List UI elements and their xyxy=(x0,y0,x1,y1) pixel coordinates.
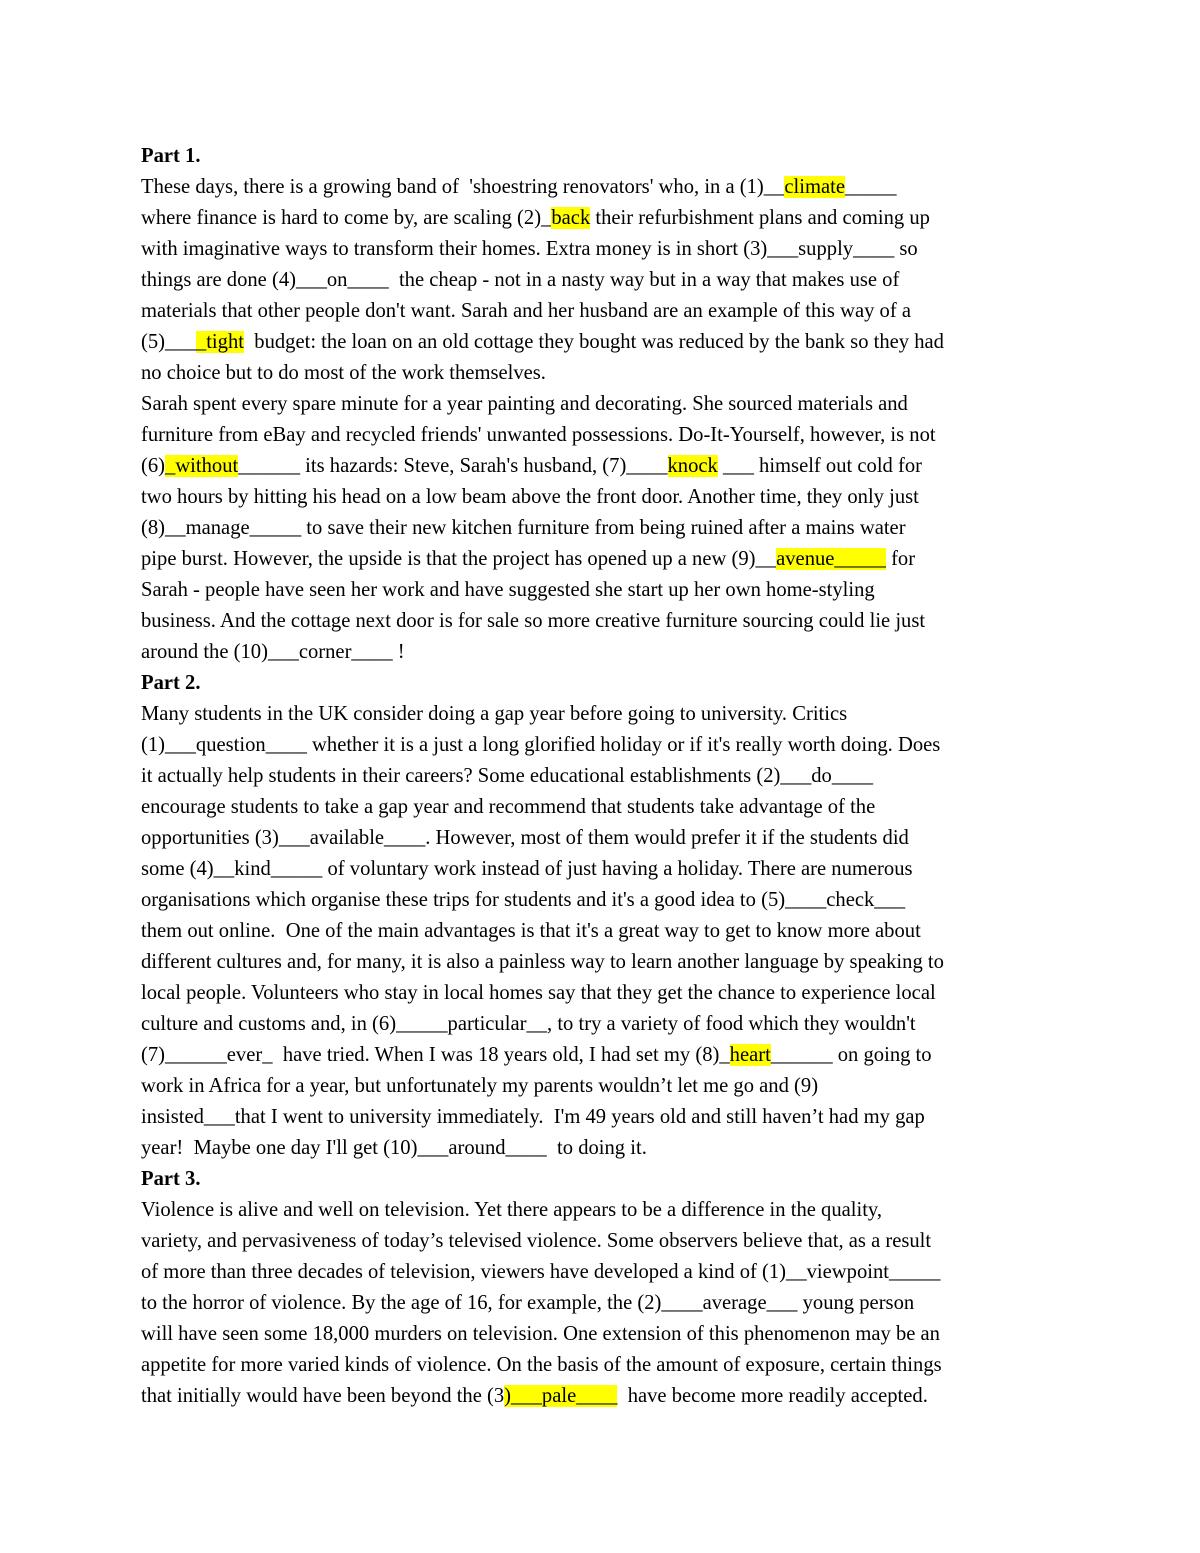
text-run: (5)___ xyxy=(141,331,196,353)
part1-line: two hours by hitting his head on a low beam above the front door. Another time, they only just xyxy=(141,486,919,508)
text-run: where finance is hard to come by, are scaling (2)_ xyxy=(141,207,552,229)
text-run: ___ himself out cold for xyxy=(717,455,923,477)
part1-heading: Part 1. xyxy=(141,145,201,167)
part2-line xyxy=(141,1040,1071,1071)
part2-line: (1)___question____ whether it is a just a long glorified holiday or if it's really worth doing. Does xyxy=(141,734,941,756)
text-run: _____ xyxy=(845,176,897,198)
part1-line: (8)__manage_____ to save their new kitchen furniture from being ruined after a mains water xyxy=(141,517,906,539)
part2-line: some (4)__kind_____ of voluntary work instead of just having a holiday. There are numerous xyxy=(141,858,913,880)
part3-heading: Part 3. xyxy=(141,1168,201,1190)
part2-line: insisted___that I went to university immediately. I'm 49 years old and still haven’t had my gap xyxy=(141,1106,925,1128)
part1-line: around the (10)___corner____ ! xyxy=(141,641,405,663)
part3-line: appetite for more varied kinds of violence. On the basis of the amount of exposure, certain things xyxy=(141,1354,942,1376)
part2-line: opportunities (3)___available____. However, most of them would prefer it if the students did xyxy=(141,827,909,849)
text-run: These days, there is a growing band of 'shoestring renovators' who, in a (1)__ xyxy=(141,176,785,198)
part1-line: Sarah spent every spare minute for a year painting and decorating. She sourced materials and xyxy=(141,393,908,415)
answer-highlight: )___pale____ xyxy=(504,1385,618,1407)
part1-line: things are done (4)___on____ the cheap - not in a nasty way but in a way that makes use of xyxy=(141,269,900,291)
document-page xyxy=(141,141,1071,1412)
part1-line: furniture from eBay and recycled friends' unwanted possessions. Do-It-Yourself, however, is not xyxy=(141,424,936,446)
text-run: ______ its hazards: Steve, Sarah's husband, (7)____ xyxy=(238,455,668,477)
text-run: for xyxy=(885,548,916,570)
part3-line: will have seen some 18,000 murders on television. One extension of this phenomenon may be an xyxy=(141,1323,940,1345)
part1-line xyxy=(141,203,1071,234)
text-run: their refurbishment plans and coming up xyxy=(590,207,930,229)
part1-line: with imaginative ways to transform their homes. Extra money is in short (3)___supply____ so xyxy=(141,238,918,260)
part1-line xyxy=(141,451,1071,482)
text-run: (6) xyxy=(141,455,166,477)
text-run: have become more readily accepted. xyxy=(617,1385,928,1407)
part1-line: Sarah - people have seen her work and have suggested she start up her own home-styling xyxy=(141,579,875,601)
answer-highlight: heart xyxy=(729,1044,771,1066)
part3-line: of more than three decades of television, viewers have developed a kind of (1)__viewpoint_____ xyxy=(141,1261,941,1283)
part3-line xyxy=(141,1381,1071,1412)
part2-line: work in Africa for a year, but unfortunately my parents wouldn’t let me go and (9) xyxy=(141,1075,819,1097)
part3-line: to the horror of violence. By the age of 16, for example, the (2)____average___ young person xyxy=(141,1292,915,1314)
part1-line: no choice but to do most of the work themselves. xyxy=(141,362,546,384)
part2-line: year! Maybe one day I'll get (10)___around____ to doing it. xyxy=(141,1137,647,1159)
part3-line: variety, and pervasiveness of today’s televised violence. Some observers believe that, as a result xyxy=(141,1230,932,1252)
text-run: pipe burst. However, the upside is that the project has opened up a new (9)__ xyxy=(141,548,777,570)
text-run: budget: the loan on an old cottage they bought was reduced by the bank so they had xyxy=(243,331,944,353)
text-run: ______ on going to xyxy=(770,1044,932,1066)
text-run: (7)______ever_ have tried. When I was 18 years old, I had set my (8)_ xyxy=(141,1044,730,1066)
answer-highlight: _tight xyxy=(195,331,244,353)
part3-line: Violence is alive and well on television. Yet there appears to be a difference in the quality, xyxy=(141,1199,883,1221)
part2-line: it actually help students in their careers? Some educational establishments (2)___do____ xyxy=(141,765,874,787)
answer-highlight: back xyxy=(551,207,591,229)
part2-line: organisations which organise these trips for students and it's a good idea to (5)____check___ xyxy=(141,889,906,911)
part2-heading: Part 2. xyxy=(141,672,201,694)
part2-line: different cultures and, for many, it is also a painless way to learn another language by speaking to xyxy=(141,951,944,973)
answer-highlight: climate xyxy=(784,176,845,198)
answer-highlight: avenue_____ xyxy=(776,548,886,570)
part1-line xyxy=(141,172,1071,203)
answer-highlight: knock xyxy=(667,455,718,477)
part2-line: them out online. One of the main advantages is that it's a great way to get to know more about xyxy=(141,920,921,942)
part2-line: encourage students to take a gap year and recommend that students take advantage of the xyxy=(141,796,876,818)
text-run: that initially would have been beyond the (3 xyxy=(141,1385,505,1407)
part2-line: culture and customs and, in (6)_____particular__, to try a variety of food which they wouldn't xyxy=(141,1013,916,1035)
part1-line xyxy=(141,327,1071,358)
part2-line: local people. Volunteers who stay in local homes say that they get the chance to experience local xyxy=(141,982,936,1004)
part1-line: materials that other people don't want. Sarah and her husband are an example of this way of a xyxy=(141,300,911,322)
part2-line: Many students in the UK consider doing a gap year before going to university. Critics xyxy=(141,703,848,725)
part1-line: business. And the cottage next door is for sale so more creative furniture sourcing could lie just xyxy=(141,610,926,632)
part1-line xyxy=(141,544,1071,575)
answer-highlight: _without xyxy=(165,455,239,477)
